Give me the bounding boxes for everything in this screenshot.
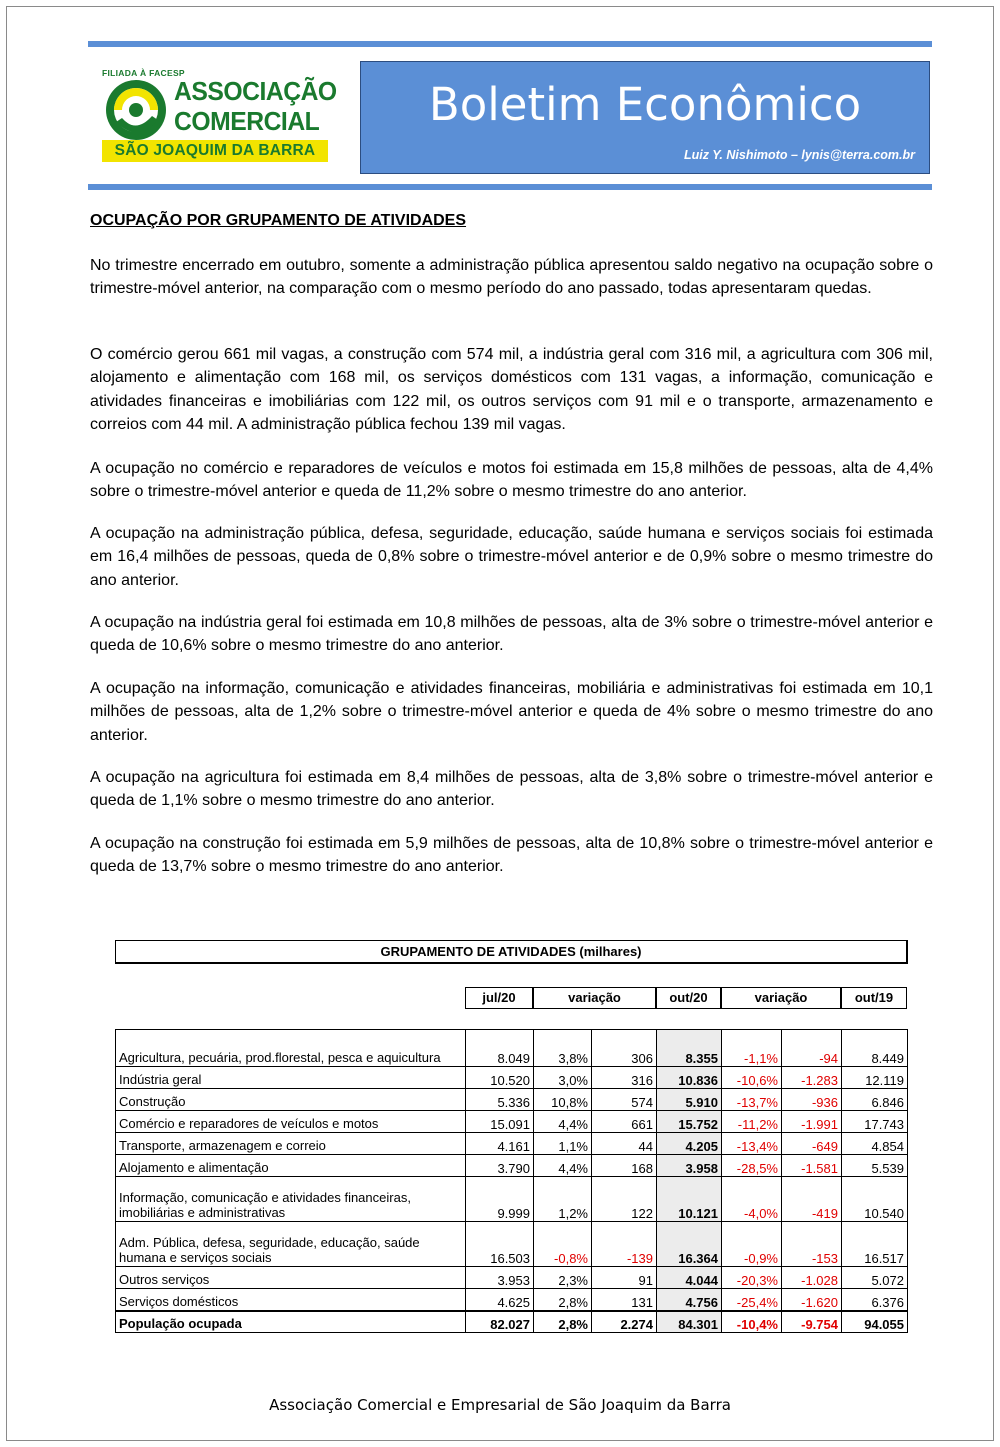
cell-jul20: 82.027 xyxy=(466,1311,534,1333)
cell-activity-label: Alojamento e alimentação xyxy=(116,1155,466,1177)
cell-jul20: 3.953 xyxy=(466,1267,534,1289)
cell-var2-pct: -28,5% xyxy=(722,1155,782,1177)
cell-jul20: 16.503 xyxy=(466,1222,534,1267)
cell-var2-abs: -1.028 xyxy=(782,1267,842,1289)
cell-var2-abs: -153 xyxy=(782,1222,842,1267)
table-row xyxy=(116,1089,908,1111)
cell-var2-pct: -10,6% xyxy=(722,1067,782,1089)
cell-var2-pct: -0,9% xyxy=(722,1222,782,1267)
cell-activity-label: Agricultura, pecuária, prod.florestal, pesca e aquicultura xyxy=(116,1030,466,1067)
column-header-jul20: jul/20 xyxy=(465,987,533,1009)
cell-out19: 12.119 xyxy=(842,1067,908,1089)
table-row xyxy=(116,1111,908,1133)
cell-var-abs: 574 xyxy=(592,1089,657,1111)
cell-var-abs: 131 xyxy=(592,1289,657,1311)
cell-out19: 6.376 xyxy=(842,1289,908,1311)
cell-var2-pct: -4,0% xyxy=(722,1177,782,1222)
table-row xyxy=(116,1289,908,1311)
logo-emblem-icon xyxy=(102,78,170,142)
section-title: OCUPAÇÃO POR GRUPAMENTO DE ATIVIDADES xyxy=(90,212,467,229)
cell-out19: 6.846 xyxy=(842,1089,908,1111)
table-row xyxy=(116,1133,908,1155)
cell-jul20: 4.161 xyxy=(466,1133,534,1155)
cell-out20: 4.044 xyxy=(657,1267,722,1289)
cell-var2-pct: -13,4% xyxy=(722,1133,782,1155)
cell-var2-abs: -94 xyxy=(782,1030,842,1067)
header-rule-bottom xyxy=(88,184,932,190)
cell-var2-pct: -10,4% xyxy=(722,1311,782,1333)
cell-var2-abs: -1.991 xyxy=(782,1111,842,1133)
cell-var2-abs: -1.620 xyxy=(782,1289,842,1311)
cell-out20: 10.121 xyxy=(657,1177,722,1222)
cell-out19: 16.517 xyxy=(842,1222,908,1267)
table-row xyxy=(116,1222,908,1267)
cell-out20: 4.205 xyxy=(657,1133,722,1155)
cell-out20: 4.756 xyxy=(657,1289,722,1311)
cell-activity-label: Serviços domésticos xyxy=(116,1289,466,1311)
table-row xyxy=(116,1030,908,1067)
cell-var-pct: 1,2% xyxy=(534,1177,592,1222)
cell-var-pct: 3,0% xyxy=(534,1067,592,1089)
cell-out19: 8.449 xyxy=(842,1030,908,1067)
cell-var-pct: 2,8% xyxy=(534,1289,592,1311)
author-credit: Luiz Y. Nishimoto – lynis@terra.com.br xyxy=(684,148,915,162)
cell-var2-pct: -1,1% xyxy=(722,1030,782,1067)
association-logo xyxy=(100,68,337,164)
column-header-out19: out/19 xyxy=(841,987,907,1009)
cell-out20: 84.301 xyxy=(657,1311,722,1333)
cell-var-abs: 306 xyxy=(592,1030,657,1067)
cell-out20: 5.910 xyxy=(657,1089,722,1111)
cell-var2-pct: -11,2% xyxy=(722,1111,782,1133)
cell-out19: 5.072 xyxy=(842,1267,908,1289)
bulletin-title: Boletim Econômico xyxy=(428,78,862,131)
cell-var2-pct: -25,4% xyxy=(722,1289,782,1311)
cell-jul20: 4.625 xyxy=(466,1289,534,1311)
column-header-variation-1: variação xyxy=(533,987,656,1009)
table-row xyxy=(116,1067,908,1089)
cell-var2-pct: -20,3% xyxy=(722,1267,782,1289)
cell-var2-abs: -936 xyxy=(782,1089,842,1111)
cell-activity-label: Adm. Pública, defesa, seguridade, educação, saúde humana e serviços sociais xyxy=(116,1222,466,1267)
cell-out20: 15.752 xyxy=(657,1111,722,1133)
column-header-out20: out/20 xyxy=(656,987,721,1009)
cell-var2-abs: -1.581 xyxy=(782,1155,842,1177)
cell-var2-abs: -649 xyxy=(782,1133,842,1155)
cell-var2-abs: -1.283 xyxy=(782,1067,842,1089)
cell-out19: 17.743 xyxy=(842,1111,908,1133)
cell-var-abs: -139 xyxy=(592,1222,657,1267)
bulletin-header xyxy=(360,61,930,174)
cell-var-abs: 316 xyxy=(592,1067,657,1089)
paragraph: A ocupação na administração pública, defesa, seguridade, educação, saúde humana e serviços sociais foi estimada em 16,4 milhões de pessoas, queda de 0,8% sobre o trimestre-móvel anterior e de 0,9% sobre o mesmo trimestre do ano anterior. xyxy=(90,525,933,589)
table-row xyxy=(116,1267,908,1289)
cell-out20: 8.355 xyxy=(657,1030,722,1067)
cell-var-pct: 4,4% xyxy=(534,1111,592,1133)
cell-var-abs: 44 xyxy=(592,1133,657,1155)
cell-out20: 3.958 xyxy=(657,1155,722,1177)
table-total-row xyxy=(116,1311,908,1333)
cell-out20: 16.364 xyxy=(657,1222,722,1267)
table-row xyxy=(116,1177,908,1222)
cell-jul20: 9.999 xyxy=(466,1177,534,1222)
paragraph: A ocupação na indústria geral foi estimada em 10,8 milhões de pessoas, alta de 3% sobre o trimestre-móvel anterior e queda de 10,6% sobre o mesmo trimestre do ano anterior. xyxy=(90,614,933,655)
cell-activity-label: Indústria geral xyxy=(116,1067,466,1089)
cell-out19: 5.539 xyxy=(842,1155,908,1177)
cell-out19: 94.055 xyxy=(842,1311,908,1333)
logo-text-line1: ASSOCIAÇÃO xyxy=(174,76,337,106)
paragraph: O comércio gerou 661 mil vagas, a construção com 574 mil, a indústria geral com 316 mil, a agricultura com 306 mil, alojamento e alimentação com 168 mil, os serviços domésticos com 131 vagas, a informação, comunicação e atividades financeiras e imobiliárias com 122 mil, os outros serviços com 91 mil e o transporte, armazenamento e correios com 44 mil. A administração pública fechou 139 mil vagas. xyxy=(90,346,933,434)
logo-city-band: SÃO JOAQUIM DA BARRA xyxy=(102,140,328,162)
cell-var-abs: 661 xyxy=(592,1111,657,1133)
cell-var-pct: -0,8% xyxy=(534,1222,592,1267)
cell-jul20: 10.520 xyxy=(466,1067,534,1089)
cell-var-abs: 122 xyxy=(592,1177,657,1222)
cell-var-pct: 1,1% xyxy=(534,1133,592,1155)
cell-out19: 10.540 xyxy=(842,1177,908,1222)
paragraph: A ocupação na informação, comunicação e atividades financeiras, mobiliária e administrativas foi estimada em 10,1 milhões de pessoas, alta de 1,2% sobre o trimestre-móvel anterior e queda de 4% sobre o mesmo trimestre do ano anterior. xyxy=(90,680,933,744)
cell-activity-label: Outros serviços xyxy=(116,1267,466,1289)
header-rule-top xyxy=(88,41,932,47)
cell-var-abs: 91 xyxy=(592,1267,657,1289)
paragraph: A ocupação na construção foi estimada em 5,9 milhões de pessoas, alta de 10,8% sobre o trimestre-móvel anterior e queda de 13,7% sobre o mesmo trimestre do ano anterior. xyxy=(90,835,933,876)
logo-text-line2: COMERCIAL xyxy=(174,106,320,136)
table-row xyxy=(116,1155,908,1177)
column-header-variation-2: variação xyxy=(721,987,841,1009)
page-footer: Associação Comercial e Empresarial de São Joaquim da Barra xyxy=(269,1396,731,1414)
cell-jul20: 3.790 xyxy=(466,1155,534,1177)
cell-var-pct: 2,8% xyxy=(534,1311,592,1333)
employment-table xyxy=(115,1029,908,1333)
cell-var2-abs: -419 xyxy=(782,1177,842,1222)
paragraph: A ocupação na agricultura foi estimada em 8,4 milhões de pessoas, alta de 3,8% sobre o trimestre-móvel anterior e queda de 1,1% sobre o mesmo trimestre do ano anterior. xyxy=(90,769,933,810)
table-title: GRUPAMENTO DE ATIVIDADES (milhares) xyxy=(115,940,908,964)
cell-activity-label: Comércio e reparadores de veículos e motos xyxy=(116,1111,466,1133)
cell-out20: 10.836 xyxy=(657,1067,722,1089)
cell-var-pct: 4,4% xyxy=(534,1155,592,1177)
cell-var-abs: 168 xyxy=(592,1155,657,1177)
cell-activity-label: Informação, comunicação e atividades financeiras, imobiliárias e administrativas xyxy=(116,1177,466,1222)
cell-out19: 4.854 xyxy=(842,1133,908,1155)
paragraph: No trimestre encerrado em outubro, somente a administração pública apresentou saldo negativo na ocupação sobre o trimestre-móvel anterior, na comparação com o mesmo período do ano passado, todas apresentaram quedas. xyxy=(90,257,933,298)
cell-jul20: 15.091 xyxy=(466,1111,534,1133)
cell-var-pct: 2,3% xyxy=(534,1267,592,1289)
cell-activity-label: Construção xyxy=(116,1089,466,1111)
cell-activity-label: Transporte, armazenagem e correio xyxy=(116,1133,466,1155)
logo-affiliation: FILIADA À FACESP xyxy=(102,68,185,78)
cell-var2-abs: -9.754 xyxy=(782,1311,842,1333)
cell-jul20: 5.336 xyxy=(466,1089,534,1111)
cell-jul20: 8.049 xyxy=(466,1030,534,1067)
cell-var-pct: 10,8% xyxy=(534,1089,592,1111)
cell-activity-label: População ocupada xyxy=(116,1311,466,1333)
cell-var2-pct: -13,7% xyxy=(722,1089,782,1111)
cell-var-abs: 2.274 xyxy=(592,1311,657,1333)
paragraph: A ocupação no comércio e reparadores de veículos e motos foi estimada em 15,8 milhões de pessoas, alta de 4,4% sobre o trimestre-móvel anterior e queda de 11,2% sobre o mesmo trimestre do ano anterior. xyxy=(90,460,933,501)
cell-var-pct: 3,8% xyxy=(534,1030,592,1067)
